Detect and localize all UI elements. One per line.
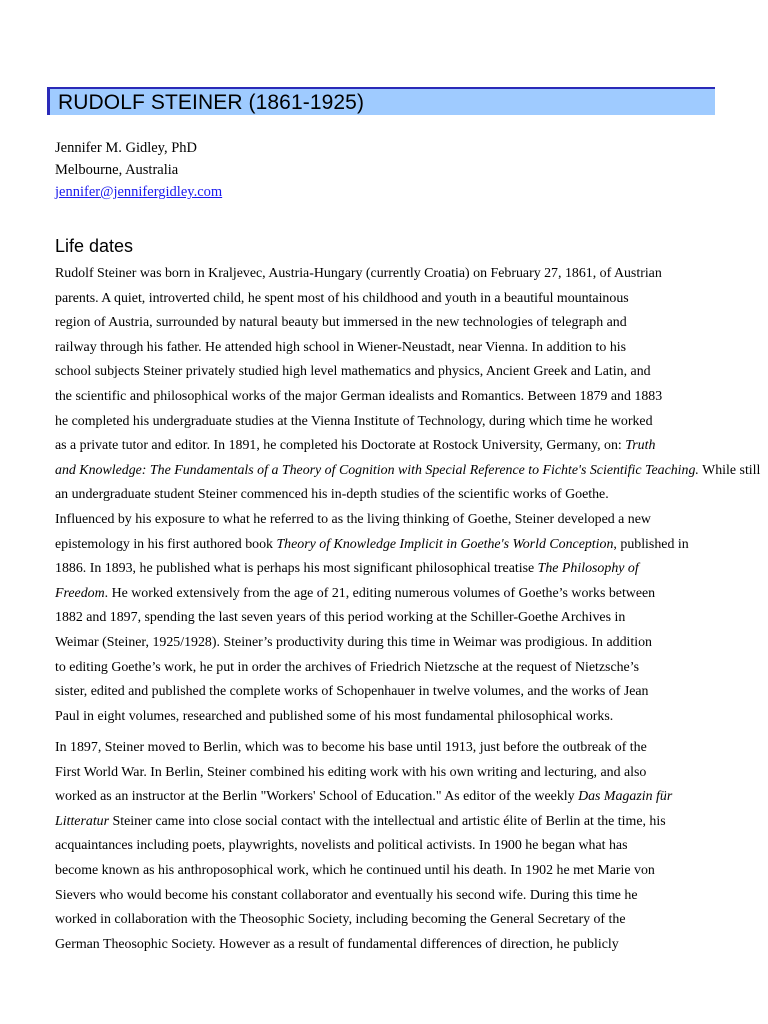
text-line — [55, 656, 720, 681]
text-run: become known as his anthroposophical work, which he continued until his death. In 1902 he met Marie von — [55, 862, 655, 878]
text-line — [55, 785, 720, 810]
text-line — [55, 884, 720, 909]
text-run: While still — [698, 462, 761, 478]
text-run: Sievers who would become his constant collaborator and eventually his second wife. During this time he — [55, 887, 638, 903]
text-run: as a private tutor and editor. In 1891, he completed his Doctorate at Rostock University, Germany, on: — [55, 438, 626, 454]
text-line — [55, 606, 720, 631]
italic-text-run: Truth — [625, 438, 656, 454]
text-run: the scientific and philosophical works of the major German idealists and Romantics. Between 1879 and 1883 — [55, 388, 663, 404]
text-run: school subjects Steiner privately studied high level mathematics and physics, Ancient Greek and Latin, and — [55, 364, 651, 380]
italic-text-run: Litteratur — [55, 813, 110, 829]
author-name: Jennifer M. Gidley, PhD — [55, 140, 198, 156]
text-run: to editing Goethe’s work, he put in order the archives of Friedrich Nietzsche at the request of Nietzsche’s — [55, 659, 639, 675]
text-run: region of Austria, surrounded by natural beauty but immersed in the new technologies of telegraph and — [55, 315, 627, 331]
italic-text-run: Das Magazin für — [578, 789, 673, 805]
italic-text-run: The Philosophy of — [537, 561, 639, 577]
text-run: Paul in eight volumes, researched and published some of his most fundamental philosophical works. — [55, 708, 614, 724]
text-line — [55, 410, 720, 435]
text-line — [55, 908, 720, 933]
paragraph-1 — [55, 262, 761, 729]
text-line — [55, 533, 720, 558]
text-run: Rudolf Steiner was born in Kraljevec, Austria-Hungary (currently Croatia) on February 27, 1861, of Austrian — [55, 266, 662, 281]
text-run: sister, edited and published the complete works of Schopenhauer in twelve volumes, and the works of Jean — [55, 684, 649, 700]
italic-text-run: Freedom — [55, 585, 105, 601]
text-line — [55, 834, 720, 859]
text-run: worked in collaboration with the Theosophic Society, including becoming the General Secretary of the — [55, 912, 626, 928]
text-run: Steiner came into close social contact with the intellectual and artistic élite of Berlin at the time, his — [109, 813, 666, 829]
paragraph-2 — [55, 736, 720, 957]
text-line — [55, 736, 720, 761]
text-line — [55, 705, 720, 730]
text-line — [55, 360, 720, 385]
author-block — [55, 137, 222, 203]
text-line — [55, 859, 720, 884]
text-run: acquaintances including poets, playwrights, novelists and political activists. In 1900 he began what has — [55, 838, 628, 854]
document-title: RUDOLF STEINER (1861-1925) — [58, 91, 365, 114]
text-line — [55, 680, 720, 705]
text-run: parents. A quiet, introverted child, he spent most of his childhood and youth in a beautiful mountainous — [55, 290, 629, 306]
text-run: . He worked extensively from the age of 21, editing numerous volumes of Goethe’s works between — [104, 585, 656, 601]
author-email-line — [55, 181, 222, 203]
author-location: Melbourne, Australia — [55, 162, 179, 178]
text-run: Influenced by his exposure to what he referred to as the living thinking of Goethe, Steiner developed a new — [55, 511, 651, 527]
title-bar — [47, 87, 715, 115]
text-line — [55, 933, 720, 958]
text-run: In 1897, Steiner moved to Berlin, which was to become his base until 1913, just before the outbreak of the — [55, 740, 647, 755]
text-run: worked as an instructor at the Berlin "Workers' School of Education." As editor of the weekly — [55, 789, 579, 805]
text-line — [55, 311, 720, 336]
text-run: First World War. In Berlin, Steiner combined his editing work with his own writing and lecturing, and also — [55, 764, 647, 780]
text-line — [55, 810, 720, 835]
text-run: German Theosophic Society. However as a result of fundamental differences of direction, he publicly — [55, 936, 619, 952]
italic-text-run: and Knowledge: The Fundamentals of a Theory of Cognition with Special Reference to Fichte's Scientific Teaching. — [55, 462, 699, 478]
text-run: an undergraduate student Steiner commenced his in-depth studies of the scientific works of Goethe. — [55, 487, 609, 503]
author-email-link[interactable]: jennifer@jennifergidley.com — [55, 184, 223, 200]
text-line — [55, 508, 720, 533]
text-run: Weimar (Steiner, 1925/1928). Steiner’s productivity during this time in Weimar was prodigious. In addition — [55, 634, 652, 650]
text-line — [55, 582, 720, 607]
text-line — [55, 761, 720, 786]
text-line — [55, 557, 720, 582]
text-line — [55, 459, 761, 484]
text-run: , published in — [613, 536, 689, 552]
text-run: he completed his undergraduate studies at the Vienna Institute of Technology, during which time he worked — [55, 413, 653, 429]
section-heading-life-dates: Life dates — [55, 236, 134, 256]
text-line — [55, 336, 720, 361]
text-run: epistemology in his first authored book — [55, 536, 277, 552]
text-run: 1886. In 1893, he published what is perhaps his most significant philosophical treatise — [55, 561, 538, 577]
text-run: 1882 and 1897, spending the last seven years of this period working at the Schiller-Goethe Archives in — [55, 610, 626, 626]
text-line — [55, 483, 720, 508]
italic-text-run: Theory of Knowledge Implicit in Goethe's World Conception — [276, 536, 614, 552]
text-line — [55, 287, 720, 312]
text-run: railway through his father. He attended high school in Wiener-Neustadt, near Vienna. In addition to his — [55, 339, 627, 355]
text-line — [55, 262, 720, 287]
text-line — [55, 434, 720, 459]
text-line — [55, 631, 720, 656]
text-line — [55, 385, 720, 410]
